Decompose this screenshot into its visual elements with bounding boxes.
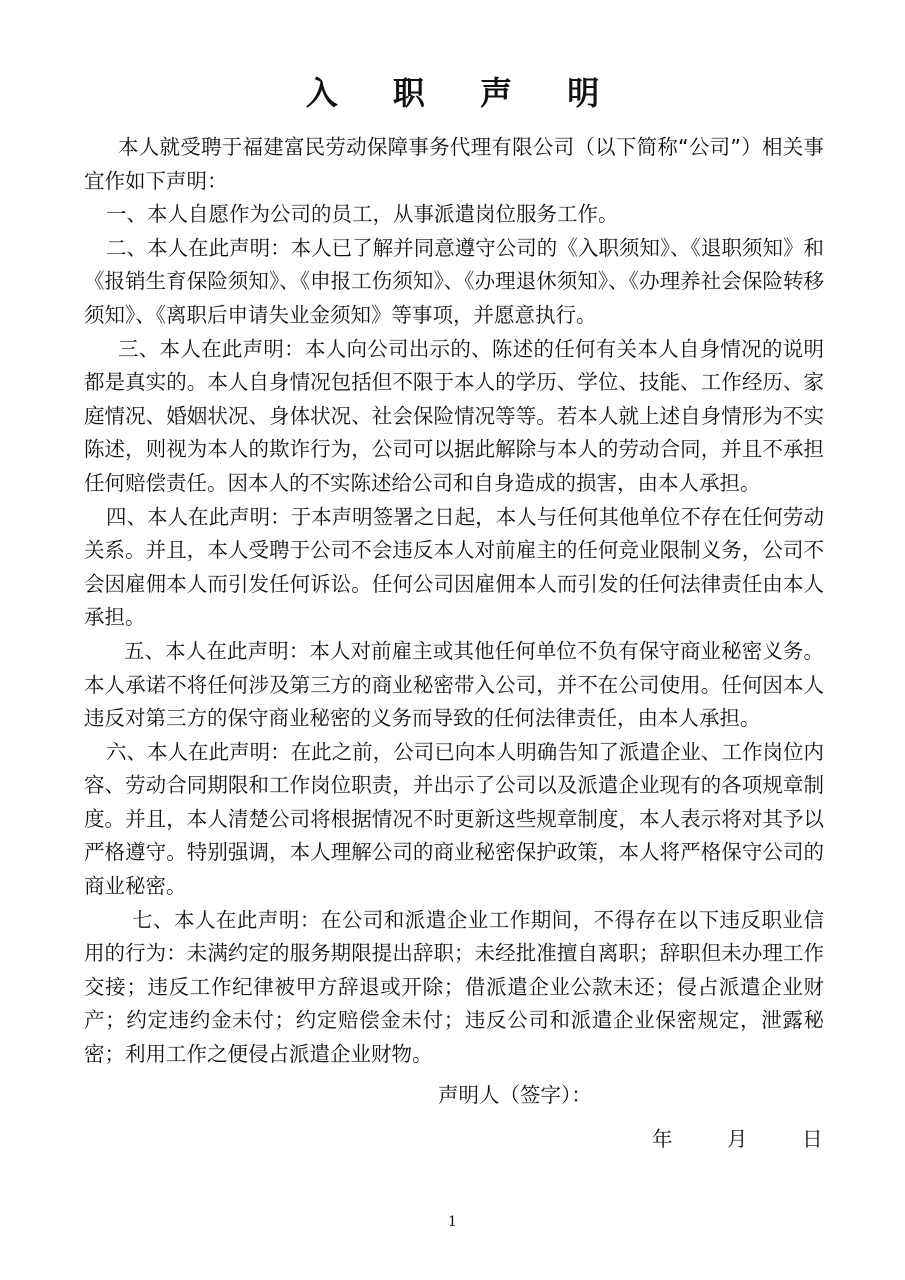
date-day-label: 日 [802, 1127, 823, 1151]
intro-paragraph: 本人就受聘于福建富民劳动保障事务代理有限公司（以下简称“公司”）相关事宜作如下声明： [84, 135, 824, 193]
clause-4: 四、本人在此声明：于本声明签署之日起，本人与任何其他单位不存在任何劳动关系。并且，本人受聘于公司不会违反本人对前雇主的任何竞业限制义务，公司不会因雇佣本人而引发任何诉讼。任何公司因雇佣本人而引发的任何法律责任由本人承担。 [84, 504, 824, 630]
date-year-label: 年 [652, 1127, 673, 1151]
document-body [84, 131, 824, 1072]
document-title: 入 职 声 明 [305, 74, 622, 112]
clause-6: 六、本人在此声明：在此之前，公司已向本人明确告知了派遣企业、工作岗位内容、劳动合同期限和工作岗位职责，并出示了公司以及派遣企业现有的各项规章制度。并且，本人清楚公司将根据情况不时更新这些规章制度，本人表示将对其予以严格遵守。特别强调，本人理解公司的商业秘密保护政策，本人将严格保守公司的商业秘密。 [84, 739, 824, 899]
date-line [652, 1124, 851, 1154]
date-month-label: 月 [727, 1127, 748, 1151]
signature-label: 声明人（签字）： [438, 1083, 592, 1107]
clause-2: 二、本人在此声明：本人已了解并同意遵守公司的《入职须知》、《退职须知》和《报销生育保险须知》、《申报工伤须知》、《办理退休须知》、《办理养社会保险转移须知》、《离职后申请失业金须知》等事项，并愿意执行。 [84, 235, 824, 327]
clause-7: 七、本人在此声明：在公司和派遣企业工作期间，不得存在以下违反职业信用的行为：未满约定的服务期限提出辞职；未经批准擅自离职；辞职但未办理工作交接；违反工作纪律被甲方辞退或开除；借派遣企业公款未还；侵占派遣企业财产；约定违约金未付；约定赔偿金未付；违反公司和派遣企业保密规定，泄露秘密；利用工作之便侵占派遣企业财物。 [84, 907, 824, 1067]
page-number: 1 [448, 1214, 457, 1230]
clause-3: 三、本人在此声明：本人向公司出示的、陈述的任何有关本人自身情况的说明都是真实的。本人自身情况包括但不限于本人的学历、学位、技能、工作经历、家庭情况、婚姻状况、身体状况、社会保险情况等等。若本人就上述自身情形为不实陈述，则视为本人的欺诈行为，公司可以据此解除与本人的劳动合同，并且不承担任何赔偿责任。因本人的不实陈述给公司和自身造成的损害，由本人承担。 [84, 336, 824, 495]
clause-5: 五、本人在此声明：本人对前雇主或其他任何单位不负有保守商业秘密义务。本人承诺不将任何涉及第三方的商业秘密带入公司，并不在公司使用。任何因本人违反对第三方的保守商业秘密的义务而导致的任何法律责任，由本人承担。 [84, 638, 824, 731]
clause-1: 一、本人自愿作为公司的员工，从事派遣岗位服务工作。 [106, 202, 619, 227]
